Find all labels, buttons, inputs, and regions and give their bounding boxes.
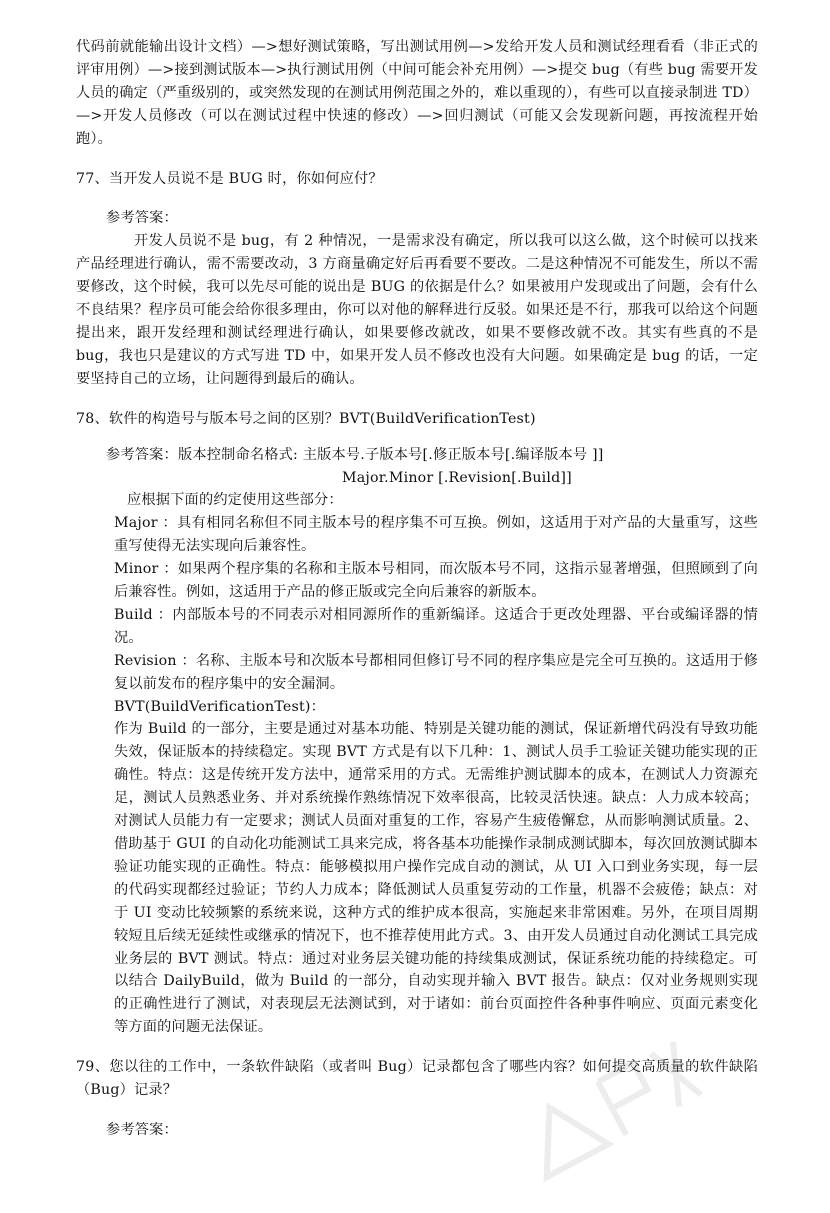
q78-intro: 应根据下面的约定使用这些部分：	[127, 492, 343, 509]
q78-revision: Revision ：名称、主版本号和次版本号都相同但修订号不同的程序集应是完全可互换的。这适用于修复以前发布的程序集中的安全漏洞。	[114, 652, 758, 692]
q78-minor: Minor ：如果两个程序集的名称和主版本号相同，而次版本号不同，这指示显著增强，但照顾到了向后兼容性。例如，这适用于产品的修正版或完全向后兼容的新版本。	[114, 561, 758, 601]
q77-answer-body: 开发人员说不是 bug，有 2 种情况，一是需求没有确定，所以我可以这么做，这个时候可以找来产品经理进行确认，需不需要改动，3 方商量确定好后再看要不要改。二是这种情况不可能发生，所以不需要修改，这个时候，我可以先尽可能的说出是 BUG 的依据是什么？如果被用户发现或出了问题，会有什么不良结果？程序员可能会给你很多理由，你可以对他的解释进行反驳。如果还是不行，那我可以给这个问题提出来，跟开发经理和测试经理进行确认，如果要修改就改，如果不要修改就不改。其实有些真的不是 bug，我也只是建议的方式写进 TD 中，如果开发人员不修改也没有大问题。如果确定是 bug 的话，一定要坚持自己的立场，让问题得到最后的确认。	[76, 233, 758, 387]
intro-paragraph: 代码前就能输出设计文档）—>想好测试策略，写出测试用例—>发给开发人员和测试经理看看（非正式的评审用例）—>接到测试版本—>执行测试用例（中间可能会补充用例）—>提交 bug（有些 bug 需要开发人员的确定（严重级别的，或突然发现的在测试用例范围之外的，难以重现的），有些可以直接录制进 TD）—>开发人员修改（可以在测试过程中快速的修改）—>回归测试（可能又会发现新问题，再按流程开始跑）。	[76, 39, 758, 147]
question-77: 77、当开发人员说不是 BUG 时，你如何应付？	[76, 170, 383, 187]
document-page	[76, 36, 758, 1142]
q78-bvt-title: BVT(BuildVerificationTest)：	[114, 698, 326, 715]
q78-version-format: Major.Minor [.Revision[.Build]]	[342, 469, 572, 486]
question-78: 78、软件的构造号与版本号之间的区别？BVT(BuildVerificationTest)	[76, 410, 536, 427]
q77-answer-label: 参考答案：	[106, 210, 178, 227]
q78-answer-line1: 参考答案：版本控制命名格式: 主版本号.子版本号[.修正版本号[.编译版本号 ]]	[106, 446, 604, 463]
q78-bvt-body: 作为 Build 的一部分，主要是通过对基本功能、特别是关键功能的测试，保证新增代码没有导致功能失效，保证版本的持续稳定。实现 BVT 方式是有以下几种：1、测试人员手工验证关键功能实现的正确性。特点：这是传统开发方法中，通常采用的方式。无需维护测试脚本的成本，在测试人力资源充足，测试人员熟悉业务、并对系统操作熟练情况下效率很高，比较灵活快速。缺点：人力成本较高；对测试人员能力有一定要求；测试人员面对重复的工作，容易产生疲倦懈怠，从而影响测试质量。2、借助基于 GUI 的自动化功能测试工具来完成，将各基本功能操作录制成测试脚本，每次回放测试脚本验证功能实现的正确性。特点：能够模拟用户操作完成自动的测试，从 UI 入口到业务实现，每一层的代码实现都经过验证；节约人力成本；降低测试人员重复劳动的工作量，机器不会疲倦；缺点：对于 UI 变动比较频繁的系统来说，这种方式的维护成本很高，实施起来非常困难。另外，在项目周期较短且后续无延续性或继承的情况下，也不推荐使用此方式。3、由开发人员通过自动化测试工具完成业务层的 BVT 测试。特点：通过对业务层关键功能的持续集成测试，保证系统功能的持续稳定。可以结合 DailyBuild，做为 Build 的一部分，自动实现并输入 BVT 报告。缺点：仅对业务规则实现的正确性进行了测试，对表现层无法测试到，对于诸如：前台页面控件各种事件响应、页面元素变化等方面的问题无法保证。	[114, 721, 758, 1036]
question-79: 79、您以往的工作中，一条软件缺陷（或者叫 Bug）记录都包含了哪些内容？如何提交高质量的软件缺陷（Bug）记录？	[76, 1059, 758, 1099]
q78-version-parts	[76, 489, 758, 1039]
q78-build: Build ：内部版本号的不同表示对相同源所作的重新编译。这适合于更改处理器、平台或编译器的情况。	[114, 606, 758, 646]
q79-answer-label: 参考答案：	[106, 1121, 178, 1138]
q78-major: Major ：具有相同名称但不同主版本号的程序集不可互换。例如，这适用于对产品的大量重写，这些重写使得无法实现向后兼容性。	[114, 515, 758, 555]
